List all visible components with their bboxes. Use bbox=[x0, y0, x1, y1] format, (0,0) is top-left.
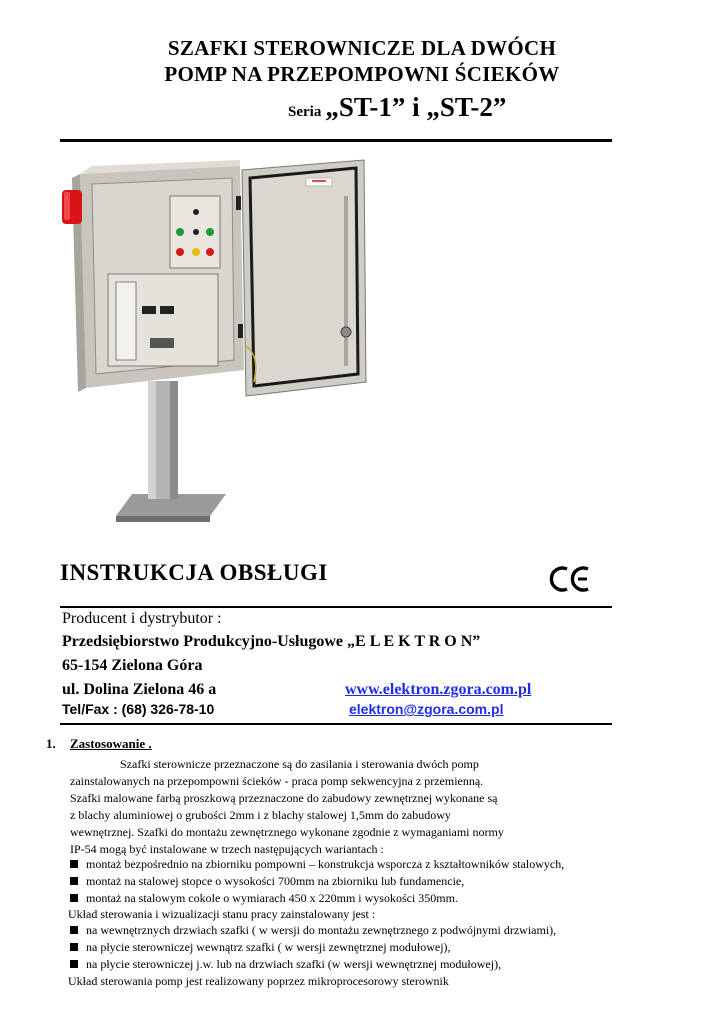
bullet-square-icon bbox=[70, 960, 78, 968]
list-item-text: na płycie sterowniczej wewnątrz szafki ( w wersji zewnętrznej modułowej), bbox=[86, 940, 451, 954]
manual-title: INSTRUKCJA OBSŁUGI bbox=[60, 560, 328, 585]
bullet-square-icon bbox=[70, 894, 78, 902]
list-item-text: montaż na stalowym cokole o wymiarach 450 x 220mm i wysokości 350mm. bbox=[86, 891, 458, 905]
paragraph-line: Szafki sterownicze przeznaczone są do zasilania i sterowania dwóch pomp bbox=[120, 757, 479, 771]
bullet-square-icon bbox=[70, 877, 78, 885]
paragraph-line: wewnętrznej. Szafki do montażu zewnętrznego wykonane zgodnie z wymaganiami normy bbox=[70, 825, 504, 839]
email-link[interactable]: elektron@zgora.com.pl bbox=[349, 701, 504, 717]
top-rule bbox=[60, 139, 612, 142]
section-title: Zastosowanie . bbox=[70, 736, 152, 751]
paragraph-line: Szafki malowane farbą proszkową przeznaczone do zabudowy zewnętrznej wykonane są bbox=[70, 791, 498, 805]
list-item bbox=[70, 891, 458, 906]
series-line bbox=[288, 92, 506, 123]
list-item bbox=[70, 857, 564, 872]
paragraph-line: zainstalowanych na przepompowni ścieków - praca pomp sekwencyjna z przemienną. bbox=[70, 774, 484, 788]
list-item bbox=[70, 957, 501, 972]
list-item bbox=[70, 940, 451, 955]
list-item bbox=[70, 923, 556, 938]
producer-company: Przedsiębiorstwo Produkcyjno-Usługowe „E L E K T R O N” bbox=[62, 633, 481, 650]
title-line-2: POMP NA PRZEPOMPOWNI ŚCIEKÓW bbox=[164, 62, 560, 86]
producer-rule-bottom bbox=[60, 723, 612, 725]
website-link[interactable]: www.elektron.zgora.com.pl bbox=[345, 681, 532, 698]
list-item-text: montaż na stalowej stopce o wysokości 700mm na zbiorniku lub fundamencie, bbox=[86, 874, 465, 888]
paragraph-line: Układ sterowania i wizualizacji stanu pracy zainstalowany jest : bbox=[68, 907, 376, 921]
list-item-text: na płycie sterowniczej j.w. lub na drzwiach szafki (w wersji wewnętrznej modułowej), bbox=[86, 957, 502, 971]
producer-street: ul. Dolina Zielona 46 a bbox=[62, 681, 217, 698]
paragraph-line: IP-54 mogą być instalowane w trzech następujących wariantach : bbox=[70, 842, 384, 856]
producer-rule-top bbox=[60, 606, 612, 608]
producer-phone: Tel/Fax : (68) 326-78-10 bbox=[62, 701, 215, 717]
paragraph-line: Układ sterowania pomp jest realizowany poprzez mikroprocesorowy sterownik bbox=[68, 974, 449, 988]
list-item bbox=[70, 874, 464, 889]
producer-label: Producent i dystrybutor : bbox=[62, 610, 222, 627]
title-line-1: SZAFKI STEROWNICZE DLA DWÓCH bbox=[167, 36, 557, 60]
bullet-square-icon bbox=[70, 926, 78, 934]
bullet-square-icon bbox=[70, 943, 78, 951]
list-item-text: montaż bezpośrednio na zbiorniku pompowni – konstrukcja wsporcza z kształtowników stalowych, bbox=[86, 857, 565, 871]
control-cabinet-photo bbox=[50, 156, 390, 536]
section-number: 1. bbox=[46, 736, 56, 751]
ce-mark-icon bbox=[548, 564, 592, 594]
producer-city: 65-154 Zielona Góra bbox=[62, 657, 203, 674]
series-prefix: Seria bbox=[288, 104, 322, 120]
list-item-text: na wewnętrznych drzwiach szafki ( w wersji do montażu zewnętrznego z podwójnymi drzwiami), bbox=[86, 923, 557, 937]
bullet-square-icon bbox=[70, 860, 78, 868]
series-name: „ST-1” i „ST-2” bbox=[325, 92, 507, 122]
paragraph-line: z blachy aluminiowej o grubości 2mm i z blachy stalowej 1,5mm do zabudowy bbox=[70, 808, 451, 822]
section-heading bbox=[46, 736, 152, 752]
